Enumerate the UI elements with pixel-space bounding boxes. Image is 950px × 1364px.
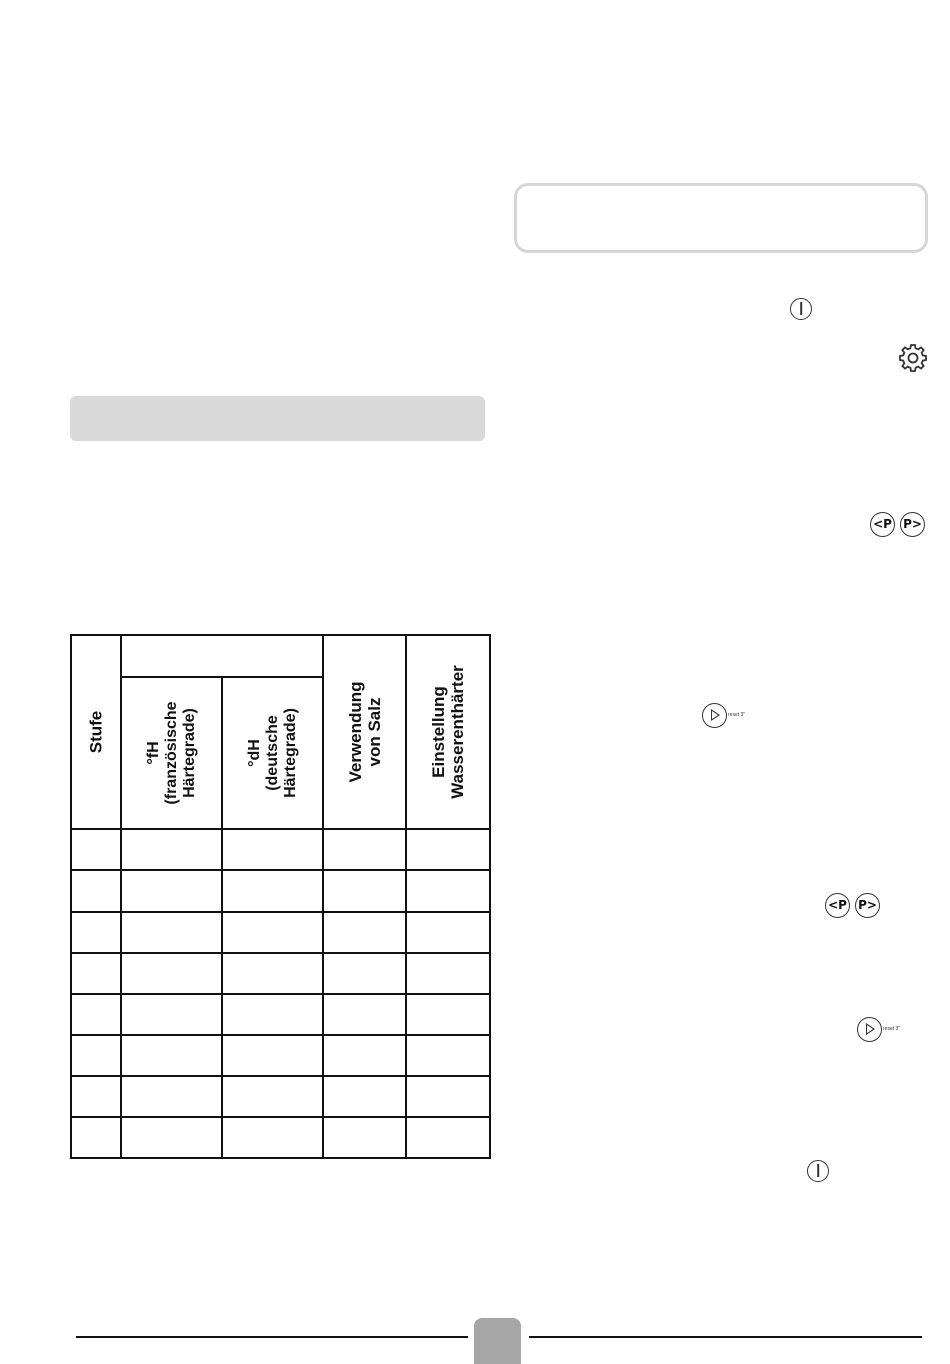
power-icon xyxy=(807,1160,829,1182)
table-row xyxy=(71,1035,490,1076)
header-hardness-group xyxy=(121,635,323,677)
info-box xyxy=(514,183,928,253)
page-number-tab xyxy=(474,1318,521,1364)
header-softener-line1: Einstellung xyxy=(428,686,448,778)
footer-rule-left xyxy=(76,1336,468,1338)
header-stufe-label: Stufe xyxy=(86,710,106,754)
table-row xyxy=(71,1117,490,1158)
table-row xyxy=(71,1076,490,1117)
start-reset-icon xyxy=(702,703,727,728)
header-dh-line1: °dH xyxy=(245,739,263,768)
header-softener-setting xyxy=(406,635,490,829)
gear-icon xyxy=(898,343,928,373)
header-fh-line2: (französische xyxy=(162,701,180,805)
header-softener-line2: Wasserenthärter xyxy=(448,665,467,799)
table-row xyxy=(71,829,490,870)
header-salt xyxy=(323,635,406,829)
water-hardness-table xyxy=(70,634,491,1159)
program-prev-icon: <P xyxy=(825,893,850,918)
header-fh-line3: Härtegrade) xyxy=(180,708,198,799)
header-stufe xyxy=(71,635,121,829)
header-salt-line1: Verwendung xyxy=(345,681,365,783)
footer-rule-right xyxy=(529,1336,922,1338)
program-prev-icon: <P xyxy=(870,512,895,537)
header-dh xyxy=(222,677,323,829)
header-salt-line2: von Salz xyxy=(364,697,384,767)
table-row xyxy=(71,994,490,1035)
program-next-icon: P> xyxy=(900,512,925,537)
header-fh-line1: °fH xyxy=(144,741,162,765)
header-dh-line2: (deutsche xyxy=(263,715,281,792)
table-row xyxy=(71,912,490,953)
table-row xyxy=(71,870,490,911)
reset-caption: reset 3" xyxy=(883,1026,901,1032)
program-next-icon: P> xyxy=(855,893,880,918)
header-dh-line3: Härtegrade) xyxy=(281,708,299,799)
table-header-row xyxy=(71,635,490,677)
table-row xyxy=(71,953,490,994)
section-header-banner xyxy=(70,396,485,441)
header-fh xyxy=(121,677,222,829)
power-icon xyxy=(790,298,812,320)
start-reset-icon xyxy=(857,1017,882,1042)
reset-caption: reset 3" xyxy=(728,712,746,718)
